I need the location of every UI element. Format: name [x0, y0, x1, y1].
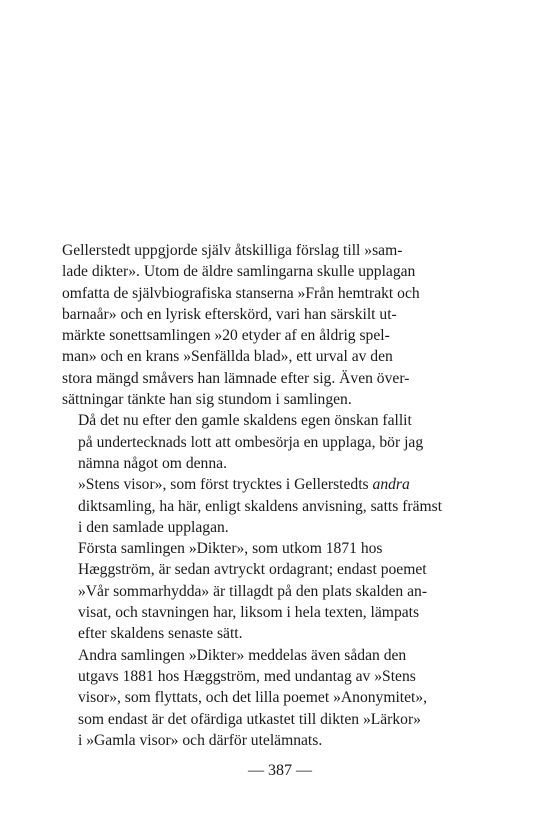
- paragraph: [62, 645, 492, 751]
- text-line: lade dikter». Utom de äldre samlingarna skulle upplagan: [62, 263, 416, 281]
- text-line: visat, och stavningen har, liksom i hela texten, lämpats: [78, 604, 420, 622]
- page-number: — 387 —: [248, 762, 312, 779]
- text-line: »Vår sommarhydda» är tillagdt på den plats skalden an-: [78, 582, 428, 600]
- text-line: diktsamling, ha här, enligt skaldens anvisning, satts främst: [78, 497, 443, 515]
- italic-word: andra: [372, 476, 410, 494]
- text-line: som endast är det ofärdiga utkastet till dikten »Lärkor»: [78, 710, 421, 728]
- text-line: nämna något om denna.: [78, 454, 227, 472]
- text-line: visor», som flyttats, och det lilla poemet »Anonymitet»,: [78, 689, 428, 707]
- text-line: stora mängd småvers han lämnade efter sig. Även över-: [62, 369, 410, 387]
- text-line: märkte sonettsamlingen »20 etyder af en åldrig spel-: [62, 327, 390, 345]
- text-line: barnaår» och en lyrisk efterskörd, vari han särskilt ut-: [62, 305, 397, 323]
- text-line: efter skaldens senaste sätt.: [78, 625, 243, 643]
- text-line: på undertecknads lott att ombesörja en upplaga, bör jag: [78, 433, 424, 451]
- body-text: [62, 240, 492, 751]
- text-line: utgavs 1881 hos Hæggström, med undantag av »Stens: [78, 667, 416, 685]
- text-line: man» och en krans »Senfällda blad», ett urval av den: [62, 348, 393, 366]
- text-line: sättningar tänkte han sig stundom i samlingen.: [62, 391, 352, 409]
- text-line: [62, 474, 492, 495]
- text-line: i »Gamla visor» och därför utelämnats.: [78, 731, 323, 749]
- paragraph: [62, 538, 492, 644]
- text-line: Andra samlingen »Dikter» meddelas även sådan den: [78, 646, 407, 664]
- text-line: Gellerstedt uppgjorde själv åtskilliga förslag till »sam-: [62, 242, 403, 259]
- text-line: Hæggström, är sedan avtryckt ordagrant; endast poemet: [78, 561, 427, 579]
- text-line: Första samlingen »Dikter», som utkom 1871 hos: [78, 540, 383, 558]
- text-line: Då det nu efter den gamle skaldens egen önskan fallit: [78, 412, 412, 430]
- text-line: omfatta de självbiografiska stanserna »Från hemtrakt och: [62, 284, 420, 302]
- paragraph: [62, 240, 492, 410]
- text-line: i den samlade upplagan.: [78, 518, 229, 536]
- text-run: »Stens visor», som först trycktes i Gellerstedts: [78, 476, 373, 494]
- paragraph: [62, 410, 492, 474]
- paragraph: [62, 474, 492, 538]
